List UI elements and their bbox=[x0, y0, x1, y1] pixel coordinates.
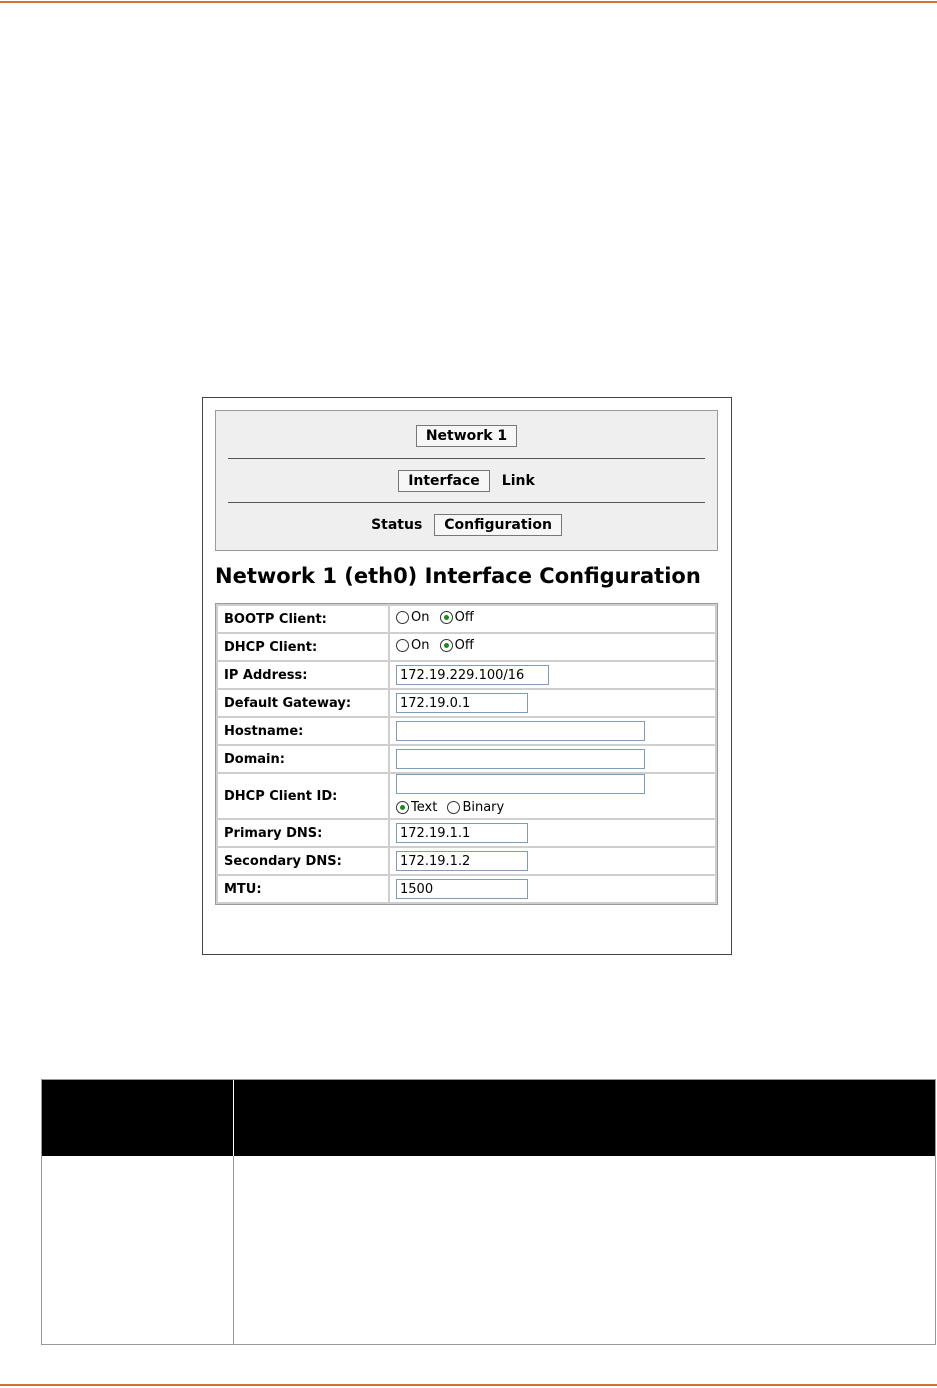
default-gateway-input[interactable] bbox=[396, 693, 528, 713]
dhcp-off-radio[interactable] bbox=[440, 638, 474, 653]
format-text-radio[interactable] bbox=[396, 800, 437, 815]
bootp-off-radio[interactable] bbox=[440, 610, 474, 625]
radio-label: On bbox=[411, 638, 430, 653]
default-gateway-cell bbox=[390, 690, 715, 716]
dhcp-on-radio[interactable] bbox=[396, 638, 429, 653]
tab-navigation bbox=[215, 410, 718, 551]
tab-interface[interactable]: Interface bbox=[398, 470, 490, 492]
tab-link[interactable]: Link bbox=[501, 473, 535, 489]
interface-config-table bbox=[215, 603, 718, 905]
nav-divider bbox=[228, 502, 705, 503]
settings-description-table bbox=[41, 1079, 936, 1345]
dhcp-client-id-cell bbox=[390, 774, 715, 818]
radio-label: Binary bbox=[462, 800, 505, 815]
bottom-rule bbox=[0, 1384, 937, 1386]
nav-row-status bbox=[216, 514, 717, 536]
mtu-cell bbox=[390, 876, 715, 902]
nav-row-interface bbox=[216, 470, 717, 492]
domain-label: Domain: bbox=[218, 746, 388, 772]
table-row bbox=[218, 820, 715, 846]
radio-empty-icon bbox=[396, 639, 409, 652]
table-row bbox=[218, 848, 715, 874]
radio-label: Text bbox=[411, 800, 438, 815]
ip-address-input[interactable] bbox=[396, 665, 549, 685]
dhcp-label: DHCP Client: bbox=[218, 634, 388, 660]
radio-label: Off bbox=[454, 638, 474, 653]
table-row bbox=[218, 774, 715, 818]
secondary-dns-label: Secondary DNS: bbox=[218, 848, 388, 874]
mtu-input[interactable] bbox=[396, 879, 528, 899]
table-row bbox=[218, 606, 715, 632]
bootp-options bbox=[390, 606, 715, 632]
table-row bbox=[218, 662, 715, 688]
nav-row-network bbox=[216, 425, 717, 447]
dhcp-options bbox=[390, 634, 715, 660]
default-gateway-label: Default Gateway: bbox=[218, 690, 388, 716]
radio-selected-icon bbox=[440, 639, 453, 652]
primary-dns-cell bbox=[390, 820, 715, 846]
tab-configuration[interactable]: Configuration bbox=[434, 514, 562, 536]
mtu-label: MTU: bbox=[218, 876, 388, 902]
format-binary-radio[interactable] bbox=[447, 800, 504, 815]
radio-selected-icon bbox=[440, 611, 453, 624]
page-title: Network 1 (eth0) Interface Configuration bbox=[215, 564, 701, 588]
radio-label: On bbox=[411, 610, 430, 625]
domain-input[interactable] bbox=[396, 749, 645, 769]
table-header bbox=[42, 1080, 935, 1156]
radio-empty-icon bbox=[447, 801, 460, 814]
screenshot-frame bbox=[202, 397, 732, 955]
top-rule bbox=[0, 1, 937, 3]
bootp-label: BOOTP Client: bbox=[218, 606, 388, 632]
radio-empty-icon bbox=[396, 611, 409, 624]
ip-address-label: IP Address: bbox=[218, 662, 388, 688]
header-column-divider bbox=[233, 1080, 234, 1156]
primary-dns-label: Primary DNS: bbox=[218, 820, 388, 846]
dhcp-client-id-input[interactable] bbox=[396, 774, 645, 794]
nav-divider bbox=[228, 458, 705, 459]
dhcp-client-id-format bbox=[396, 800, 709, 818]
domain-cell bbox=[390, 746, 715, 772]
bootp-on-radio[interactable] bbox=[396, 610, 429, 625]
table-row bbox=[218, 746, 715, 772]
table-row bbox=[218, 690, 715, 716]
secondary-dns-cell bbox=[390, 848, 715, 874]
hostname-label: Hostname: bbox=[218, 718, 388, 744]
table-row bbox=[218, 634, 715, 660]
hostname-input[interactable] bbox=[396, 721, 645, 741]
radio-selected-icon bbox=[396, 801, 409, 814]
secondary-dns-input[interactable] bbox=[396, 851, 528, 871]
table-row bbox=[218, 876, 715, 902]
table-row bbox=[218, 718, 715, 744]
hostname-cell bbox=[390, 718, 715, 744]
tab-network-1[interactable]: Network 1 bbox=[416, 425, 517, 447]
radio-label: Off bbox=[454, 610, 474, 625]
ip-address-cell bbox=[390, 662, 715, 688]
primary-dns-input[interactable] bbox=[396, 823, 528, 843]
dhcp-client-id-label: DHCP Client ID: bbox=[218, 774, 388, 818]
tab-status[interactable]: Status bbox=[371, 517, 423, 533]
